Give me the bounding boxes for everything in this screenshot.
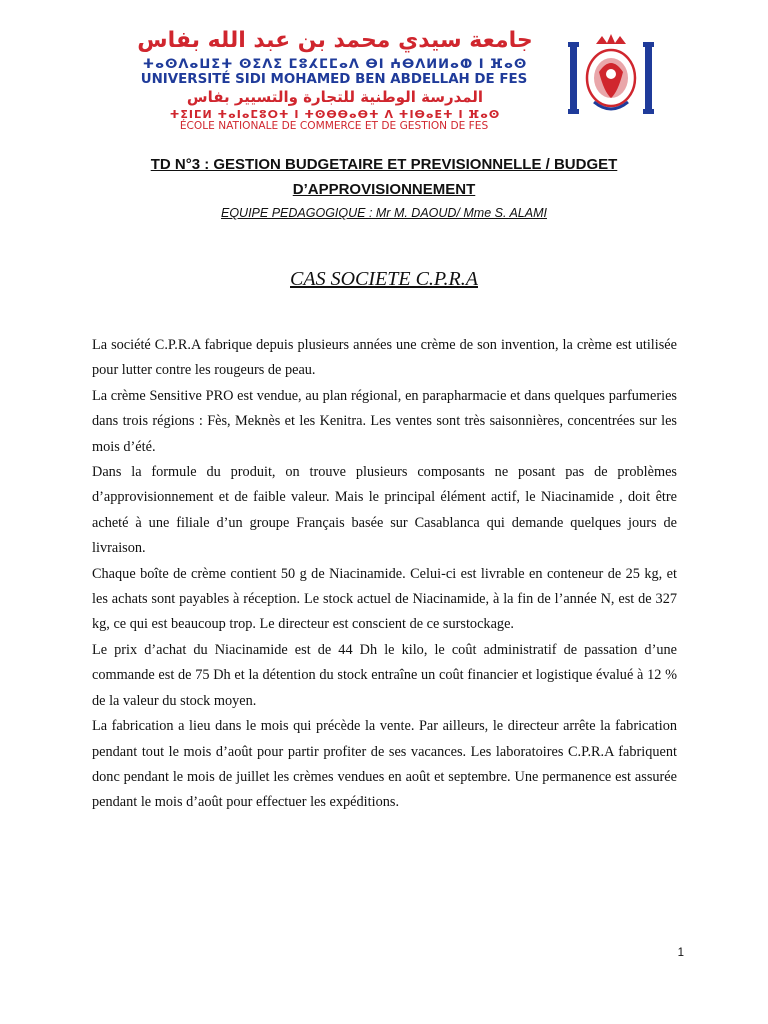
case-title: CAS SOCIETE C.P.R.A (290, 268, 478, 290)
case-body (92, 333, 677, 816)
title-line-2: D’APPROVISIONNEMENT (292, 181, 476, 198)
school-name-french: ÉCOLE NATIONALE DE COMMERCE ET DE GESTION DE FES (179, 120, 489, 132)
paragraph: La fabrication a lieu dans le mois qui précède la vente. Par ailleurs, le directeur arrête la fabrication pendant tout le mois d’août pour partir profiter de ses vacances. Les laboratoires C.P.R.A fabriquent donc pendant le mois de juillet les crèmes vendues en août et septembre. Une permanence est assurée pendant le mois d’août pour effectuer les expéditions. (92, 718, 677, 811)
page-number: 1 (677, 947, 684, 959)
paragraph: Le prix d’achat du Niacinamide est de 44 Dh le kilo, le coût administratif de passation d’une commande est de 75 Dh et la détention du stock entraîne un coût financier et logistique évalué à 12 % de la valeur du stock moyen. (92, 641, 677, 709)
university-emblem-icon (566, 32, 656, 122)
university-name-french: UNIVERSITÉ SIDI MOHAMED BEN ABDELLAH DE FES (140, 72, 528, 87)
teaching-team: EQUIPE PEDAGOGIQUE : Mr M. DAOUD/ Mme S. ALAMI (221, 206, 547, 220)
title-line-1: TD N°3 : GESTION BUDGETAIRE ET PREVISIONNELLE / BUDGET (150, 156, 618, 173)
document-title (110, 152, 658, 202)
university-name-tifinagh: ⵜⴰⵙⴷⴰⵡⵉⵜ ⵙⵉⴷⵉ ⵎⵓⵃⵎⵎⴰⴷ ⴱⵏ ⵄⴱⴷⵍⵍⴰⵀ ⵏ ⴼⴰⵙ (142, 57, 528, 72)
paragraph: Dans la formule du produit, on trouve plusieurs composants ne posant pas de problèmes d’approvisionnement et de faible valeur. Mais le principal élément actif, le Niacinamide , doit être acheté à une filiale d’un groupe Français basée sur Casablanca qui demande quelques jours de livraison. (92, 464, 677, 557)
paragraph: Chaque boîte de crème contient 50 g de Niacinamide. Celui-ci est livrable en conteneur de 25 kg, et les achats sont payables à réception. Le stock actuel de Niacinamide, à la fin de l’année N, est de 327 kg, ce qui est beaucoup trop. Le directeur est conscient de ce surstockage. (92, 565, 677, 633)
paragraph: La crème Sensitive PRO est vendue, au plan régional, en parapharmacie et dans quelques parfumeries dans trois régions : Fès, Meknès et les Kenitra. Les ventes sont très saisonnières, concentrées sur les mois d’été. (92, 387, 677, 455)
paragraph: La société C.P.R.A fabrique depuis plusieurs années une crème de son invention, la crème est utilisée pour lutter contre les rougeurs de peau. (92, 337, 677, 379)
university-name-arabic: جامعة سيدي محمد بن عبد الله بفاس (137, 28, 533, 53)
school-name-tifinagh: ⵜⵉⵏⵎⵍ ⵜⴰⵏⴰⵎⵓⵔⵜ ⵏ ⵜⵙⴱⴱⴰⴱⵜ ⴷ ⵜⵏⴱⴰⴹⵜ ⵏ ⴼⴰⵙ (169, 108, 501, 121)
school-name-arabic: المدرسة الوطنية للتجارة والتسيير بفاس (186, 88, 484, 106)
